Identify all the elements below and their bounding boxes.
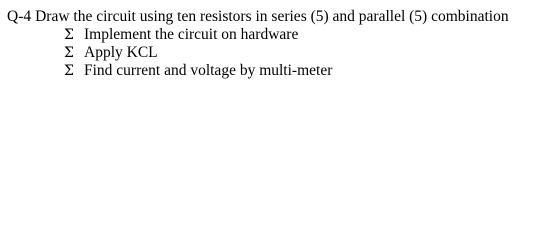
question-text: Draw the circuit using ten resistors in series (5) and parallel (5) combination — [35, 8, 509, 25]
sigma-bullet-icon: Σ — [64, 45, 74, 61]
task-list — [7, 26, 532, 80]
task-text: Implement the circuit on hardware — [84, 26, 299, 43]
task-text: Apply KCL — [84, 44, 158, 61]
list-item — [7, 26, 532, 44]
list-item — [7, 44, 532, 62]
sigma-bullet-icon: Σ — [64, 63, 74, 79]
question-heading — [7, 7, 532, 26]
task-text: Find current and voltage by multi-meter — [84, 62, 333, 79]
list-item — [7, 62, 532, 80]
question-block — [7, 7, 532, 80]
question-number: Q-4 — [7, 8, 32, 25]
sigma-bullet-icon: Σ — [64, 27, 74, 43]
